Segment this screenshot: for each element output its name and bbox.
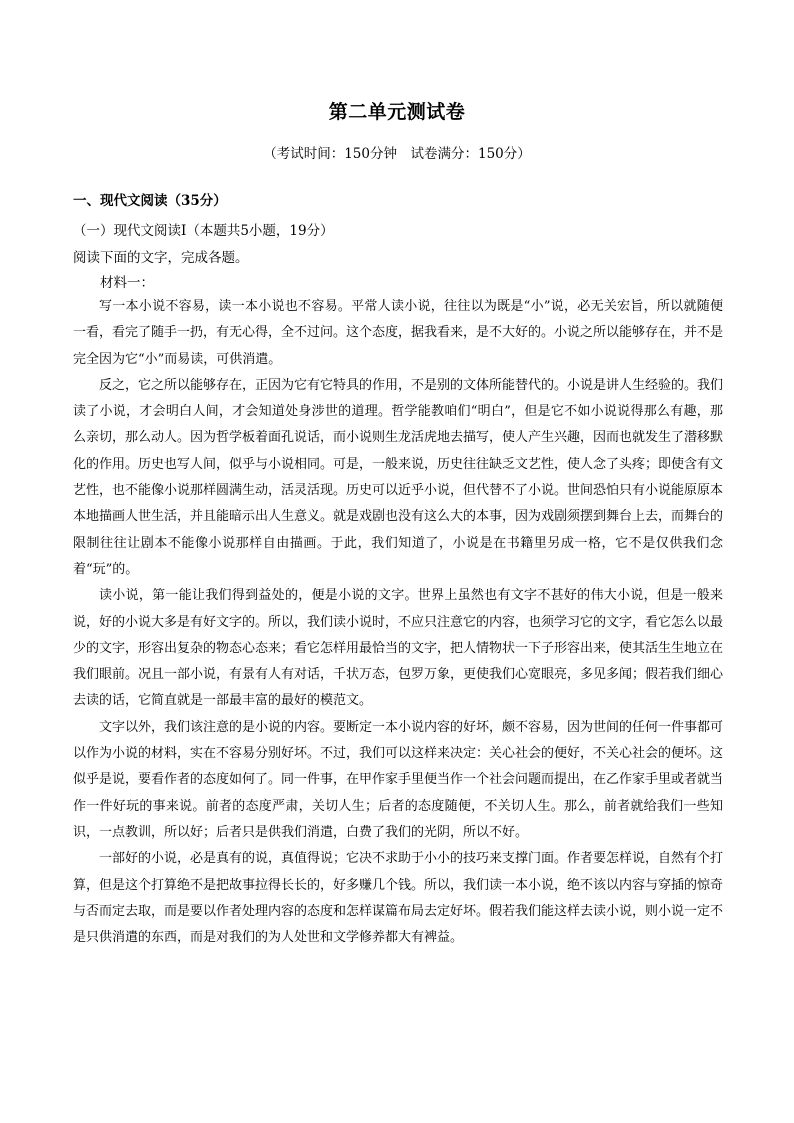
page-title: 第二单元测试卷 — [328, 101, 466, 123]
exam-info: （考试时间：150分钟 试卷满分：150分） — [263, 146, 531, 162]
passage-paragraph: 读小说，第一能让我们得到益处的，便是小说的文字。世界上虽然也有文字不甚好的伟大小说，但是一般来说，好的小说大多是有好文字的。所以，我们读小说时，不应只注意它的内容，也须学习它的文字，看它怎么以最少的文字，形容出复杂的物态心态来；看它怎样用最恰当的文字，把人情物状一下子形容出来，使其活生生地立在我们眼前。况且一部小说，有景有人有对话，千状万态，包罗万象，更使我们心宽眼亮，多见多闻；假若我们细心去读的话，它简直就是一部最丰富的最好的模范文。 — [73, 588, 724, 709]
material-label: 材料一： — [100, 275, 154, 291]
passage-body — [73, 294, 723, 951]
passage-paragraph: 反之，它之所以能够存在，正因为它有它特具的作用，不是别的文体所能替代的。小说是讲人生经验的。我们读了小说，才会明白人间，才会知道处身涉世的道理。哲学能教咱们“明白”，但是它不如小说说得那么有趣，那么亲切，那么动人。因为哲学板着面孔说话，而小说则生龙活虎地去描写，使人产生兴趣，因而也就发生了潜移默化的作用。历史也写人间，似乎与小说相同。可是，一般来说，历史往往缺乏文艺性，使人念了头疼；即使含有文艺性，也不能像小说那样圆满生动，活灵活现。历史可以近乎小说，但代替不了小说。世间恐怕只有小说能原原本本地描画人世生活，并且能暗示出人生意义。就是戏剧也没有这么大的本事，因为戏剧须摆到舞台上去，而舞台的限制往往让剧本不能像小说那样自由描画。于此，我们知道了，小说是在书籍里另成一格，它不是仅供我们念着“玩”的。 — [73, 377, 724, 577]
passage-paragraph: 一部好的小说，必是真有的说，真值得说；它决不求助于小小的技巧来支撑门面。作者要怎样说，自然有个打算，但是这个打算绝不是把故事拉得长长的，好多赚几个钱。所以，我们读一本小说，绝不该以内容与穿插的惊奇与否而定去取，而是要以作者处理内容的态度和怎样谋篇布局去定好坏。假若我们能这样去读小说，则小说一定不是只供消遣的东西，而是对我们的为人处世和文学修养都大有裨益。 — [73, 851, 724, 946]
instruction-text: 阅读下面的文字，完成各题。 — [73, 250, 249, 266]
passage-paragraph: 文字以外，我们该注意的是小说的内容。要断定一本小说内容的好坏，颇不容易，因为世间的任何一件事都可以作为小说的材料，实在不容易分别好坏。不过，我们可以这样来决定：关心社会的便好，不关心社会的便坏。这似乎是说，要看作者的态度如何了。同一件事，在甲作家手里便当作一个社会问题而提出，在乙作家手里或者就当作一件好玩的事来说。前者的态度严肃，关切人生；后者的态度随便，不关切人生。那么，前者就给我们一些知识，一点教训，所以好；后者只是供我们消遣，白费了我们的光阴，所以不好。 — [73, 719, 724, 840]
section-heading: 一、现代文阅读（35分） — [73, 193, 227, 209]
subsection-heading: （一）现代文阅读Ⅰ（本题共5小题，19分） — [73, 223, 334, 239]
passage-paragraph: 写一本小说不容易，读一本小说也不容易。平常人读小说，往往以为既是“小”说，必无关宏旨，所以就随便一看，看完了随手一扔，有无心得，全不过问。这个态度，据我看来，是不大好的。小说之所以能够存在，并不是完全因为它“小”而易读，可供消遣。 — [73, 299, 724, 367]
